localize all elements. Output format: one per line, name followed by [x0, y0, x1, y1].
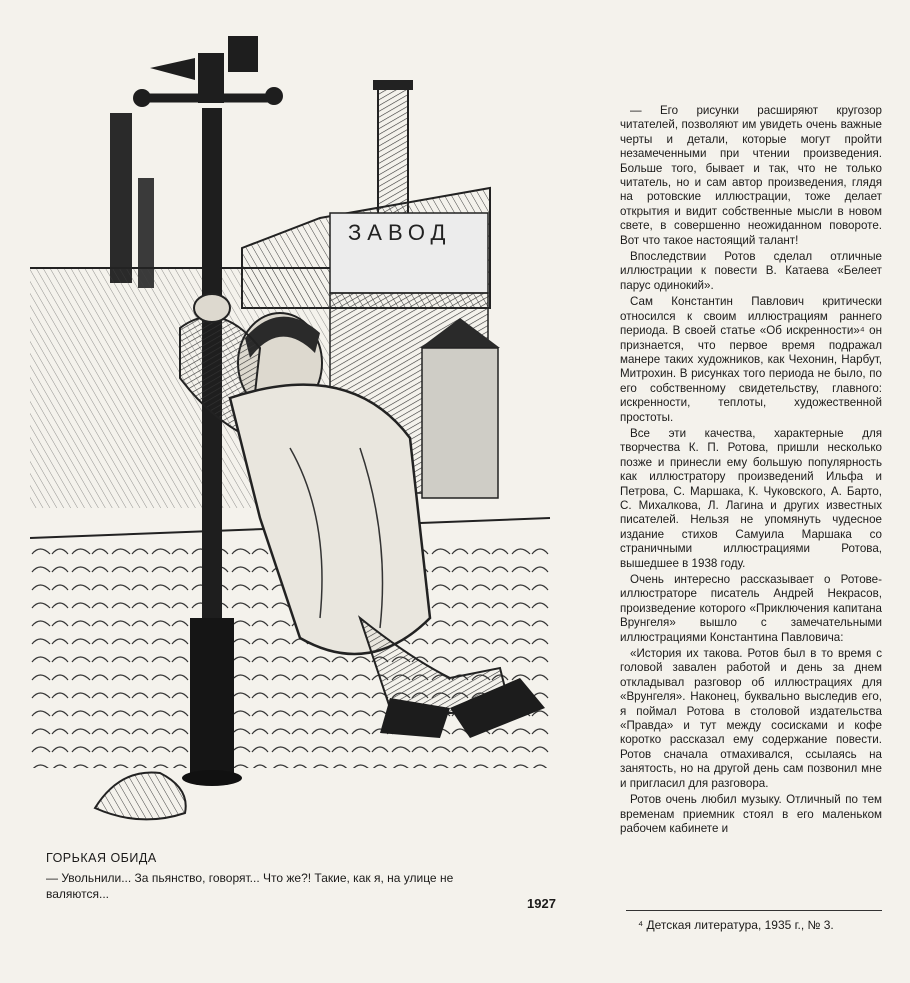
article-paragraph: Очень интересно рассказывает о Ротове-иллюстраторе писатель Андрей Некрасов, произведение которого «Приключения капитана Врунгеля» вышло с замечательными иллюстрациями Константина Павловича: — [620, 573, 882, 644]
article-paragraph: Сам Константин Павлович критически относился к своим иллюстрациям раннего периода. В своей статье «Об искренности»⁴ он признается, что первое время подражал манере таких художников, как Чехонин, Нарбут, Митрохин. В рисунках того периода не было, по его собственному свидетельству, главного: искренности, теплоты, художественной простоты. — [620, 295, 882, 424]
cartoon-drawing — [30, 18, 590, 848]
article-paragraph: Все эти качества, характерные для творчества К. П. Ротова, пришли несколько позже и принесли ему большую популярность как иллюстратору произведений Ильфа и Петрова, С. Маршака, К. Чуковского, А. Барто, С. Михалкова, Л. Лагина и других известных писателей. Нельзя не упомянуть чудесное издание стихов Самуила Маршака со страничными иллюстрациями Ротова, вышедшее в 1938 году. — [620, 426, 882, 570]
article-column — [620, 104, 882, 836]
chimney-left — [110, 113, 132, 283]
illustration-year: 1927 — [527, 896, 556, 911]
factory-sign: ЗАВОД — [348, 220, 452, 245]
article-paragraph: — Его рисунки расширяют кругозор читателей, позволяют им увидеть очень важные черты и детали, которые могут пройти незамеченными при чтении произведения. Больше того, бывает и так, что не только читатель, но и сам автор произведения, глядя на ротовские иллюстрации, тоже делает открытия и видит собственные мысли в новом свете, в совершенно неожиданном повороте. Вот что такое настоящий талант! — [620, 104, 882, 247]
cartoon-illustration — [30, 18, 590, 848]
chimney-right — [378, 88, 408, 218]
article-paragraph: Ротов очень любил музыку. Отличный по тем временам приемник стоял в его маленьком рабочем кабинете и — [620, 793, 882, 835]
caption-text: — Увольнили... За пьянство, говорят... Что же?! Такие, как я, на улице не валяются... — [46, 871, 454, 901]
caption-title: ГОРЬКАЯ ОБИДА — [46, 851, 157, 865]
footnote: ⁴ Детская литература, 1935 г., № 3. — [638, 918, 834, 932]
article-paragraph: «История их такова. Ротов был в то время с головой завален работой и день за днем откладывал разговор об иллюстрациях для «Врунгеля». Наконец, буквально выследив его, я поймал Ротова в столовой издательства «Правда» и тут между сосисками и кофе коротко рассказал ему содержание повести. Ротов сначала отмахивался, ссылаясь на занятость, но на другой день сам позвонил мне и пригласил для разговора. — [620, 647, 882, 790]
article-paragraph: Впоследствии Ротов сделал отличные иллюстрации к повести В. Катаева «Белеет парус одинокий». — [620, 250, 882, 292]
shed — [422, 348, 498, 498]
footnote-divider — [626, 910, 882, 911]
